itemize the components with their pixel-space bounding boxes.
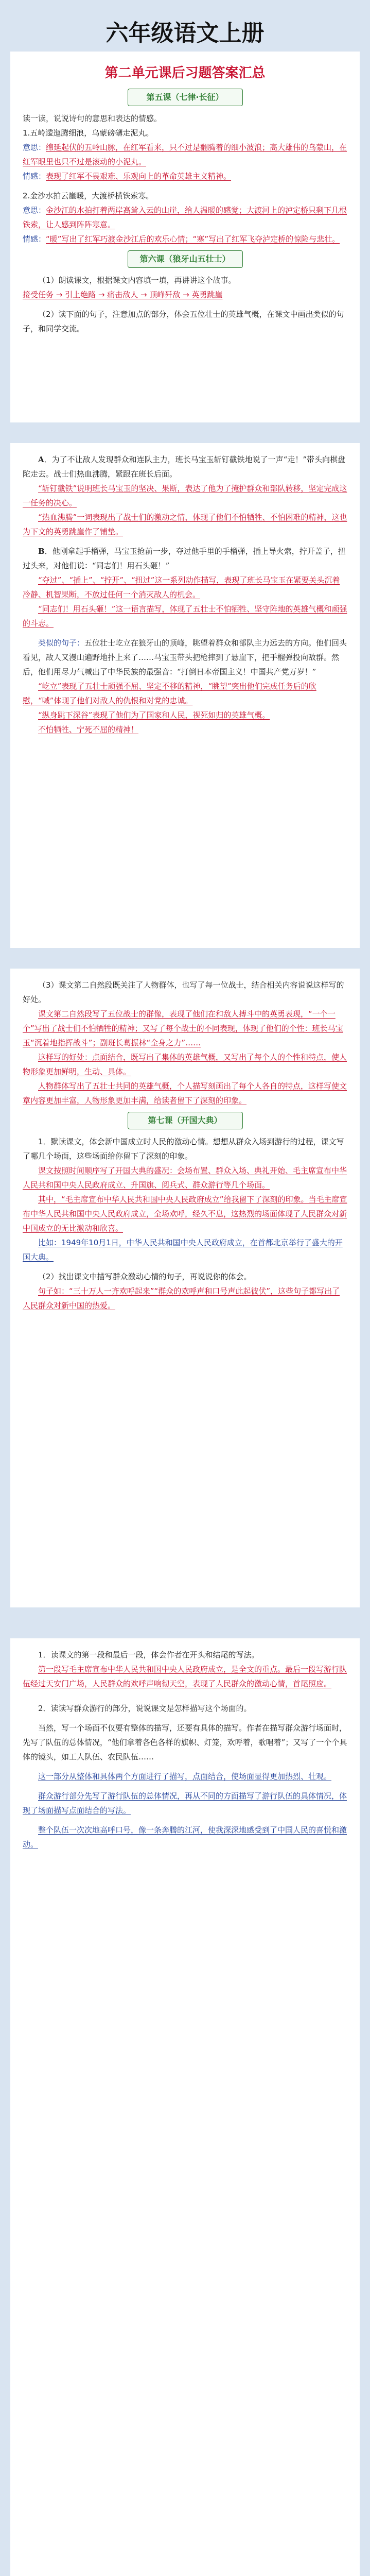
answer-5-1: 课文第二自然段写了五位战士的群像，表现了他们在和敌人搏斗中的英勇表现，“一个一个”写出了战士们不怕牺牲的精神；又写了每个战士的不同表现，体现了他们的个性：班长马宝玉“沉着地指挥战斗”；副班长葛振林“全身之力”…… <box>23 1009 343 1047</box>
answer-2-meaning <box>23 203 347 232</box>
similar-label: 类似的句子： <box>38 638 85 648</box>
note-a-1: “斩钉截铁”说明班长马宝玉的坚决、果断，表达了他为了掩护群众和部队转移，坚定完成这一任务的决心。 <box>23 484 347 507</box>
sentence-b: ．他刚拿起手榴弹，马宝玉抢前一步，夺过他手里的手榴弹，插上导火索，拧开盖子，扭过头来，对他们说：“同志们！用石头砸！” <box>23 547 346 570</box>
answer-card-4 <box>10 1638 360 2576</box>
lesson-header-5: 第五课（七律·长征） <box>128 89 243 106</box>
answer-9-1: 这一部分从整体和具体两个方面进行了描写，点面结合，使场面显得更加热烈、壮观。 <box>38 1772 332 1781</box>
question-5: （3）课文第二自然段既关注了人物群体，也写了每一位战士，结合相关内容说说这样写的好处。 <box>23 980 344 1004</box>
similar-text: 五位壮士屹立在狼牙山的顶峰，眺望着群众和部队主力远去的方向。他们回头看见，敌人又漫山遍野地扑上来了……马宝玉带头把枪摔到了悬崖下，把手榴弹投向敌群。然后，他们用尽力气喊出了中华民族的最强音：“打倒日本帝国主义！中国共产党万岁！” <box>23 638 347 676</box>
note-b-2: “同志们！用石头砸！”这一语言描写，体现了五壮士不怕牺牲、坚守阵地的英雄气概和顽强的斗志。 <box>23 604 347 628</box>
answer-1-meaning <box>23 140 347 169</box>
answer-6-2: 其中，“毛主席宣布中华人民共和国中央人民政府成立”给我留下了深刻的印象。当毛主席宣布中华人民共和国中央人民政府成立，全场欢呼，经久不息，这热烈的场面体现了人民群众对新中国成立的无比激动和欣喜。 <box>23 1195 347 1233</box>
answer-3: 接受任务 → 引上绝路 → 痛击敌人 → 顶峰歼敌 → 英勇跳崖 <box>23 290 223 299</box>
item-label: A <box>38 455 44 464</box>
meaning-text: 绵延起伏的五岭山脉，在红军看来，只不过是翻腾着的细小波浪；高大雄伟的乌蒙山，在红军眼里也只不过是滚动的小泥丸。 <box>23 143 347 166</box>
emotion-text: “暖”写出了红军巧渡金沙江后的欢乐心情；“寒”写出了红军飞夺泸定桥的惊险与悲壮。 <box>46 234 340 244</box>
question-9-text: 当然，写一个场面不仅要有整体的描写，还要有具体的描写。作者在描写群众游行场面时，先写了队伍的总体情况，“他们拿着各色各样的旗帜、灯笼，欢呼着，歌唱着”；又写了一个个具体的镜头，如工人队伍、农民队伍…… <box>23 1723 347 1761</box>
answer-card-3 <box>10 969 360 1607</box>
question-3: （1）朗读课文，根据课文内容填一填，再讲讲这个故事。 <box>38 276 236 285</box>
answer-6-date: 比如：1949年10月1日，中华人民共和国中央人民政府成立，在首都北京举行了盛大的开国大典。 <box>23 1238 343 1262</box>
note-b-1: “夺过”、“插上”、“拧开”、“扭过”这一系列动作描写，表现了班长马宝玉在紧要关头沉着冷静、机智果断，不放过任何一个消灭敌人的机会。 <box>23 575 340 599</box>
page-title: 六年级语文上册 <box>105 20 265 46</box>
question-2: 2.金沙水拍云崖暖，大渡桥横铁索寒。 <box>23 191 154 200</box>
note-c-3: 不怕牺牲、宁死不屈的精神！ <box>38 725 139 734</box>
note-c-1: “屹立”表现了五壮士顽强不屈、坚定不移的精神，“眺望”突出他们完成任务后的欣慰，“喊”体现了他们对敌人的仇恨和对党的忠诚。 <box>23 682 316 705</box>
question-8: 1．读课文的第一段和最后一段，体会作者在开头和结尾的写法。 <box>38 1650 259 1659</box>
answer-9-3: 整个队伍一次次地高呼口号，像一条奔腾的江河，使我深深地感受到了中国人民的喜悦和激动。 <box>23 1825 347 1849</box>
note-a-2: “热血沸腾”一词表现出了战士们的激动之情，体现了他们不怕牺牲、不怕困难的精神，这也为下文的英勇跳崖作了铺垫。 <box>23 513 347 536</box>
answer-5-2: 这样写的好处：点面结合，既写出了集体的英雄气概，又写出了每个人的个性和特点，使人物形象更加鲜明，生动、具体。 <box>23 1053 347 1076</box>
sentence-a: ．为了不让敌人发现群众和连队主力，班长马宝玉斩钉截铁地说了一声“走！”带头向棋盘陀走去。战士们热血沸腾，紧跟在班长后面。 <box>23 455 345 479</box>
answer-card-2 <box>10 443 360 948</box>
answer-9-2: 群众游行部分先写了游行队伍的总体情况，再从不同的方面描写了游行队伍的具体情况，体现了场面描写点面结合的写法。 <box>23 1791 347 1815</box>
answer-6-1: 课文按照时间顺序写了开国大典的盛况：会场布置、群众入场、典礼开始、毛主席宣布中华人民共和国中央人民政府成立、升国旗、阅兵式、群众游行等几个场面。 <box>23 1166 347 1190</box>
answer-card-1 <box>10 52 360 422</box>
question-1: 1.五岭逶迤腾细浪，乌蒙磅礴走泥丸。 <box>23 128 154 138</box>
answer-2-emotion <box>23 232 347 246</box>
item-label: B <box>38 547 45 556</box>
emotion-label: 情感： <box>23 172 46 181</box>
meaning-text: 金沙江的水拍打着两岸高耸入云的山崖，给人温暖的感觉；大渡河上的泸定桥只剩下几根铁索，让人感到阵阵寒意。 <box>23 206 347 229</box>
meaning-label: 意思： <box>23 143 46 152</box>
emotion-text: 表现了红军不畏艰难、乐观向上的革命英雄主义精神。 <box>46 172 232 181</box>
unit-subtitle: 第二单元课后习题答案汇总 <box>104 65 266 81</box>
question-4: （2）读下面的句子，注意加点的部分，体会五位壮士的英雄气概，在课文中画出类似的句子，和同学交流。 <box>23 310 344 333</box>
answer-5-3: 人物群体写出了五壮士共同的英雄气概，个人描写刻画出了每个人各自的特点，这样写使文章内容更加丰富，人物形象更加丰满，给读者留下了深刻的印象。 <box>23 1081 347 1105</box>
question-intro: 读一读，说说诗句的意思和表达的情感。 <box>23 114 162 123</box>
note-c-2: “纵身跳下深谷”表现了他们为了国家和人民，视死如归的英雄气概。 <box>38 710 270 720</box>
lesson-header-7: 第七课（开国大典） <box>128 1112 243 1129</box>
question-6: 1．默读课文，体会新中国成立时人民的激动心情。想想从群众入场到游行的过程，课文写了哪几个场面，这些场面给你留下了深刻的印象。 <box>23 1137 344 1161</box>
answer-1-emotion <box>23 169 347 183</box>
meaning-label: 意思： <box>23 206 46 215</box>
answer-8: 第一段写毛主席宣布中华人民共和国中央人民政府成立，是全文的重点。最后一段写游行队伍经过天安门广场，人民群众的欢呼声响彻天空，表现了人民群众的激动心情，首尾照应。 <box>23 1665 347 1688</box>
lesson-header-6: 第六课（狼牙山五壮士） <box>128 250 243 268</box>
answer-7: 句子如：“三十万人一齐欢呼起来”“群众的欢呼声和口号声此起彼伏”，这些句子都写出了人民群众对新中国的热爱。 <box>23 1286 340 1310</box>
question-9: 2．读读写群众游行的部分，说说课文是怎样描写这个场面的。 <box>38 1704 252 1713</box>
emotion-label: 情感： <box>23 234 46 244</box>
question-7: （2）找出课文中描写群众激动心情的句子，再说说你的体会。 <box>38 1272 252 1281</box>
